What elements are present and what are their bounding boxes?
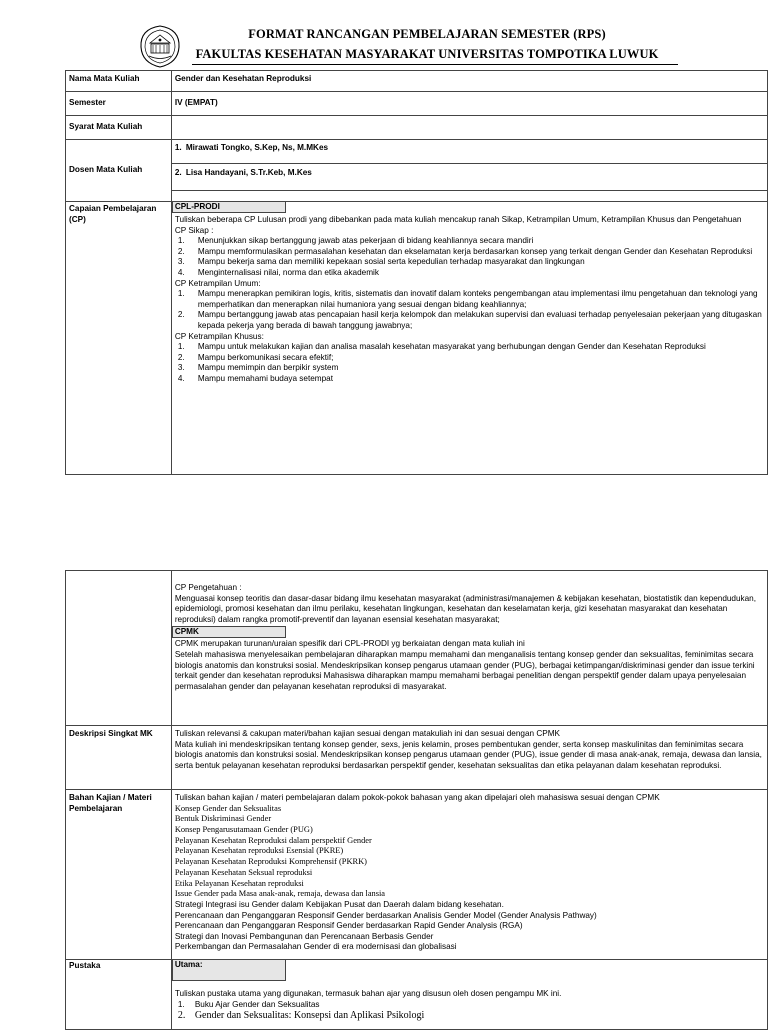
value-syarat — [171, 116, 767, 140]
pustaka-list — [175, 1000, 764, 1023]
row-pustaka — [66, 960, 768, 1030]
list-item: Perencanaan dan Penganggaran Responsif Gender berdasarkan Rapid Gender Analysis (RGA) — [174, 921, 523, 931]
rps-table-page1 — [65, 70, 768, 475]
list-item: Etika Pelayanan Kesehatan reproduksi — [174, 878, 304, 888]
rps-table-page2 — [65, 570, 768, 1030]
pustaka-utama-tag: Utama: — [172, 960, 286, 981]
list-item: Perkembangan dan Permasalahan Gender di era modernisasi dan globalisasi — [174, 942, 457, 952]
cp-sikap-title: CP Sikap : — [174, 225, 214, 235]
row-cp-continued — [66, 571, 768, 726]
university-seal-icon — [136, 21, 184, 69]
list-item: Issue Gender pada Masa anak-anak, remaja, dewasa dan lansia — [174, 889, 386, 899]
list-item: 4. Menginternalisasi nilai, norma dan etika akademik — [177, 267, 379, 277]
value-deskripsi — [171, 726, 767, 790]
bahan-list-sans — [175, 900, 764, 953]
row-nama-mk — [66, 71, 768, 92]
label-syarat: Syarat Mata Kuliah — [66, 116, 172, 140]
list-item: Strategi dan Inovasi Pembangunan dan Perencanaan Berbasis Gender — [174, 931, 434, 941]
cpmk-tag: CPMK — [172, 626, 286, 638]
list-item: 1. Mampu menerapkan pemikiran logis, kritis, sistematis dan inovatif dalam konteks pengembangan atau implementasi ilmu pengetahuan dan teknologi yang memperhatikan dan menerapkan nilai humaniora yang sesuai dengan bidang keahliannya; — [177, 289, 758, 309]
cp-umum-list — [175, 289, 764, 331]
document-title-line1: FORMAT RANCANGAN PEMBELAJARAN SEMESTER (RPS) — [248, 27, 606, 41]
row-semester — [66, 92, 768, 116]
row-deskripsi — [66, 726, 768, 790]
document-title-line2: FAKULTAS KESEHATAN MASYARAKAT UNIVERSITAS TOMPOTIKA LUWUK — [195, 47, 659, 61]
row-bahan-kajian — [66, 790, 768, 960]
cp-pengetahuan-text: Menguasai konsep teoritis dan dasar-dasar bidang ilmu kesehatan masyarakat (administrasi/manajemen & kebijakan kesehatan, biostatistik dan kependudukan, epidemiologi, promosi kesehatan dan ilmu perilaku, kesehatan lingkungan, kesehatan dan keselamatan kerja, gizi kesehatan masyarakat dan kesehatan reproduksi) dalam rangka promotif-preventif dan layanan esensial kesehatan masyarakat; — [174, 593, 757, 624]
cpmk-text: Setelah mahasiswa menyelesaikan pembelajaran diharapkan mampu memahami dan menganalisis tentang konsep gender dan seksualitas, feminimitas secara biologis anatomis dan konstruksi sosial. Mendeskripsikan konsep pengarus utamaan gender (PUG), berbagai ketimpangan/diskriminasi gender dan issue terkini terkait gender dan kesehatan reproduksi Mahasiswa diharapkan mampu memahami berbagai penelitian dengan perspektif gender dalam upaya penyelesaian permasalahan gender dan pelayanan kesehatan reproduksi di masyarakat. — [174, 649, 755, 691]
list-item: Pelayanan Kesehatan reproduksi Esensial (PKRE) — [174, 846, 344, 856]
deskripsi-intro: Tuliskan relevansi & cakupan materi/bahan kajian sesuai dengan matakuliah ini dan sesuai dengan CPMK — [174, 729, 561, 738]
value-nama-mk: Gender dan Kesehatan Reproduksi — [171, 71, 767, 92]
list-item: 3. Mampu memimpin dan berpikir system — [177, 363, 339, 373]
row-dosen — [66, 140, 768, 202]
label-deskripsi: Deskripsi Singkat MK — [66, 726, 172, 790]
label-cp-continued — [66, 571, 172, 726]
value-pustaka — [171, 960, 767, 1030]
label-nama-mk: Nama Mata Kuliah — [66, 71, 172, 92]
list-item: Konsep Gender dan Seksualitas — [174, 803, 282, 813]
label-bahan-kajian: Bahan Kajian / Materi Pembelajaran — [66, 790, 172, 960]
list-item: Konsep Pengarusutamaan Gender (PUG) — [174, 825, 313, 834]
list-item: 3. Mampu bekerja sama dan memiliki kepekaan sosial serta kepedulian terhadap masyarakat dan lingkungan — [177, 257, 585, 267]
list-item: 2. Gender dan Seksualitas: Konsepsi dan Aplikasi Psikologi — [177, 1010, 425, 1022]
list-item: 1. Buku Ajar Gender dan Seksualitas — [177, 999, 320, 1009]
cp-intro: Tuliskan beberapa CP Lulusan prodi yang dibebankan pada mata kuliah mencakup ranah Sikap, Ketrampilan Umum, Ketrampilan Khusus dan Pengetahuan — [174, 215, 742, 224]
cp-khusus-title: CP Ketrampilan Khusus: — [174, 331, 264, 341]
list-item: 1. Mampu untuk melakukan kajian dan analisa masalah kesehatan masyarakat yang berhubungan dengan Gender dan Kesehatan Reproduksi — [177, 342, 706, 352]
cp-khusus-list — [175, 342, 764, 384]
bahan-intro: Tuliskan bahan kajian / materi pembelajaran dalam pokok-pokok bahasan yang akan dipelajari oleh mahasiswa sesuai dengan CPMK — [174, 793, 660, 802]
cp-umum-title: CP Ketrampilan Umum: — [174, 278, 261, 288]
deskripsi-text: Mata kuliah ini mendeskripsikan tentang konsep gender, sexs, jenis kelamin, proses pembentukan gender, serta konsep maskulinitas dan feminimitas secara biologis anatomis dan konstruksi sosial. Mendeskripsikan konsep pengarus utamaan gender (PUG), issue gender di masa anak-anak, remaja, dewasa dan lansia, serta bentuk pelayanan kesehatan reproduksi berdasarkan perspektif gender, kesehatan seksualitas dan etika pelayanan dalam kesehatan reproduksi. — [174, 739, 762, 770]
label-cp: Capaian Pembelajaran (CP) — [66, 202, 172, 475]
dosen-item: 1. Mirawati Tongko, S.Kep, Ns, M.MKes — [172, 140, 767, 164]
dosen-item: 2. Lisa Handayani, S.Tr.Keb, M.Kes — [172, 164, 767, 191]
value-bahan-kajian — [171, 790, 767, 960]
value-cp — [171, 202, 767, 475]
label-dosen: Dosen Mata Kuliah — [66, 140, 172, 202]
list-item: Strategi Integrasi isu Gender dalam Kebijakan Pusat dan Daerah dalam bidang kesehatan. — [174, 899, 504, 909]
cp-sikap-list — [175, 236, 764, 278]
document-header — [0, 0, 768, 70]
list-item: Pelayanan Kesehatan Reproduksi Komprehensif (PKRK) — [174, 857, 367, 867]
cpmk-intro: CPMK merupakan turunan/uraian spesifik dari CPL-PRODI yg berkaiatan dengan mata kuliah ini — [174, 639, 525, 649]
list-item: 2. Mampu memformulasikan permasalahan kesehatan dan ekselamatan kerja berdasarkan konsep yang terkait dengan Gender dan Kesehatan Reproduksi — [177, 246, 753, 256]
cpl-prodi-tag: CPL-PRODI — [172, 202, 286, 213]
bahan-list-serif — [175, 804, 764, 900]
list-item: 1. Menunjukkan sikap bertanggung jawab atas pekerjaan di bidang keahliannya secara mandiri — [177, 236, 534, 246]
value-dosen — [171, 140, 767, 202]
row-cp — [66, 202, 768, 475]
cp-pengetahuan-title: CP Pengetahuan : — [174, 583, 242, 592]
list-item: Pelayanan Kesehatan Seksual reproduksi — [174, 867, 313, 877]
value-cp-continued — [171, 571, 767, 726]
list-item: 2. Mampu bertanggung jawab atas pencapaian hasil kerja kelompok dan melakukan supervisi dan evaluasi terhadap penyelesaian pekerjaan yang ditugaskan kepada pekerja yang berada di bawah tanggung jawabnya; — [177, 310, 762, 330]
header-rule — [192, 64, 678, 65]
list-item: 2. Mampu berkomunikasi secara efektif; — [177, 352, 334, 362]
value-semester: IV (EMPAT) — [171, 92, 767, 116]
list-item: 4. Mampu memahami budaya setempat — [177, 373, 333, 383]
list-item: Pelayanan Kesehatan Reproduksi dalam perspektif Gender — [174, 835, 372, 845]
row-syarat — [66, 116, 768, 140]
list-item: Bentuk Diskriminasi Gender — [174, 814, 272, 824]
list-item: Perencanaan dan Penganggaran Responsif Gender berdasarkan Analisis Gender Model (Gender Analysis Pathway) — [174, 910, 597, 920]
label-pustaka: Pustaka — [66, 960, 172, 1030]
pustaka-intro: Tuliskan pustaka utama yang digunakan, termasuk bahan ajar yang disusun oleh dosen pengampu MK ini. — [174, 989, 562, 998]
label-semester: Semester — [66, 92, 172, 116]
